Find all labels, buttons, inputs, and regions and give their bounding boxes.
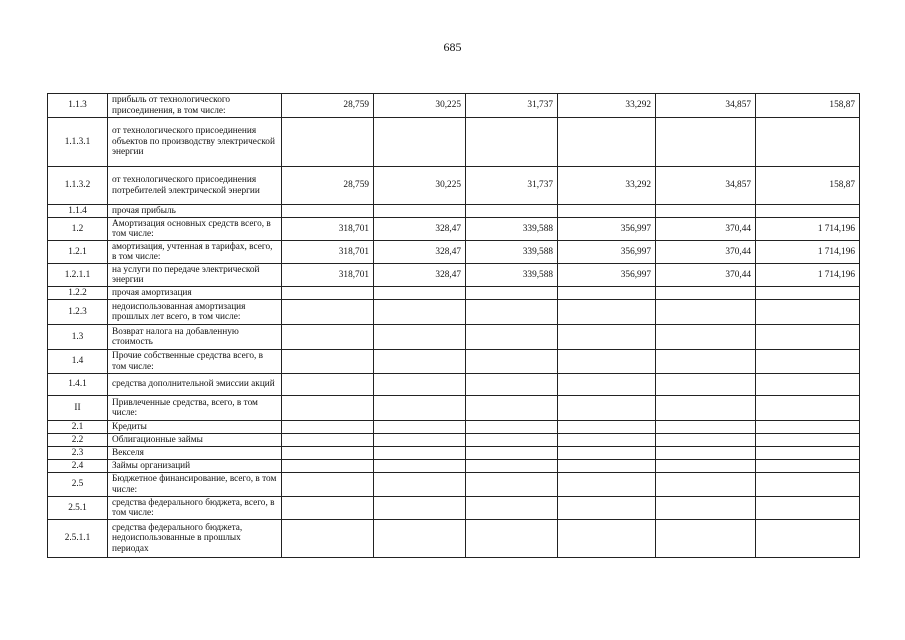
value-cell: [558, 325, 656, 350]
value-cell: [656, 434, 756, 447]
value-cell: 1 714,196: [756, 264, 860, 287]
value-cell: [282, 205, 374, 218]
value-cell: 370,44: [656, 241, 756, 264]
table-row: [48, 300, 860, 325]
row-code: 1.2: [48, 218, 108, 241]
table-row: [48, 118, 860, 167]
value-cell: [756, 447, 860, 460]
value-cell: 356,997: [558, 264, 656, 287]
value-cell: [282, 374, 374, 396]
value-cell: [374, 447, 466, 460]
value-cell: 34,857: [656, 94, 756, 118]
row-code: 1.4: [48, 350, 108, 374]
value-cell: 339,588: [466, 241, 558, 264]
value-cell: [374, 520, 466, 558]
value-cell: 328,47: [374, 241, 466, 264]
value-cell: [374, 300, 466, 325]
value-cell: [656, 325, 756, 350]
row-label: средства федерального бюджета, всего, в том числе:: [108, 497, 282, 520]
value-cell: [558, 434, 656, 447]
value-cell: [374, 118, 466, 167]
row-label: Возврат налога на добавленную стоимость: [108, 325, 282, 350]
value-cell: [374, 497, 466, 520]
value-cell: [656, 497, 756, 520]
value-cell: 1 714,196: [756, 218, 860, 241]
row-code: 2.1: [48, 421, 108, 434]
value-cell: [374, 325, 466, 350]
value-cell: 318,701: [282, 264, 374, 287]
value-cell: 328,47: [374, 218, 466, 241]
value-cell: [558, 497, 656, 520]
row-label: Облигационные займы: [108, 434, 282, 447]
table-row: [48, 396, 860, 421]
value-cell: [466, 421, 558, 434]
value-cell: [466, 300, 558, 325]
value-cell: [756, 497, 860, 520]
value-cell: [466, 460, 558, 473]
value-cell: [374, 350, 466, 374]
financing-table: [47, 93, 860, 558]
value-cell: [756, 374, 860, 396]
value-cell: [558, 421, 656, 434]
value-cell: [756, 118, 860, 167]
value-cell: [756, 434, 860, 447]
value-cell: [558, 374, 656, 396]
row-code: 2.2: [48, 434, 108, 447]
value-cell: [558, 473, 656, 497]
value-cell: [756, 205, 860, 218]
row-label: амортизация, учтенная в тарифах, всего, в том числе:: [108, 241, 282, 264]
row-code: 1.4.1: [48, 374, 108, 396]
value-cell: 318,701: [282, 241, 374, 264]
value-cell: [756, 300, 860, 325]
value-cell: [756, 473, 860, 497]
value-cell: 30,225: [374, 94, 466, 118]
value-cell: [466, 325, 558, 350]
value-cell: 370,44: [656, 264, 756, 287]
value-cell: [558, 396, 656, 421]
value-cell: 34,857: [656, 167, 756, 205]
value-cell: [558, 520, 656, 558]
value-cell: [656, 300, 756, 325]
table-row: [48, 473, 860, 497]
value-cell: [656, 205, 756, 218]
value-cell: [656, 421, 756, 434]
row-code: 2.5.1: [48, 497, 108, 520]
table-row: [48, 434, 860, 447]
value-cell: [656, 374, 756, 396]
value-cell: [466, 118, 558, 167]
value-cell: 339,588: [466, 218, 558, 241]
row-label: средства дополнительной эмиссии акций: [108, 374, 282, 396]
value-cell: [558, 350, 656, 374]
page-number: 685: [443, 40, 462, 54]
value-cell: 33,292: [558, 94, 656, 118]
value-cell: 1 714,196: [756, 241, 860, 264]
value-cell: [466, 447, 558, 460]
table-row: [48, 167, 860, 205]
value-cell: [656, 520, 756, 558]
value-cell: [374, 434, 466, 447]
value-cell: [282, 421, 374, 434]
value-cell: [558, 460, 656, 473]
value-cell: [374, 205, 466, 218]
row-label: Кредиты: [108, 421, 282, 434]
value-cell: [466, 396, 558, 421]
value-cell: [558, 287, 656, 300]
row-code: 1.2.3: [48, 300, 108, 325]
row-code: 1.1.3: [48, 94, 108, 118]
value-cell: [282, 325, 374, 350]
value-cell: [558, 447, 656, 460]
table-row: [48, 94, 860, 118]
value-cell: [282, 434, 374, 447]
value-cell: [374, 396, 466, 421]
row-code: 1.1.3.2: [48, 167, 108, 205]
table-row: [48, 421, 860, 434]
value-cell: [282, 396, 374, 421]
value-cell: [466, 520, 558, 558]
value-cell: [374, 473, 466, 497]
row-code: 1.1.4: [48, 205, 108, 218]
table-row: [48, 520, 860, 558]
table-body: [48, 94, 860, 558]
value-cell: 28,759: [282, 94, 374, 118]
row-code: 1.2.1.1: [48, 264, 108, 287]
table-row: [48, 325, 860, 350]
row-label: прочая прибыль: [108, 205, 282, 218]
row-label: Бюджетное финансирование, всего, в том числе:: [108, 473, 282, 497]
value-cell: [466, 205, 558, 218]
table-row: [48, 205, 860, 218]
value-cell: [282, 350, 374, 374]
value-cell: [756, 396, 860, 421]
row-label: прибыль от технологического присоединения, в том числе:: [108, 94, 282, 118]
value-cell: 339,588: [466, 264, 558, 287]
table-row: [48, 287, 860, 300]
row-label: от технологического присоединения объектов по производству электрической энергии: [108, 118, 282, 167]
value-cell: [374, 287, 466, 300]
value-cell: [656, 473, 756, 497]
value-cell: [466, 434, 558, 447]
value-cell: 356,997: [558, 218, 656, 241]
value-cell: [466, 350, 558, 374]
row-label: Займы организаций: [108, 460, 282, 473]
value-cell: 328,47: [374, 264, 466, 287]
row-label: Амортизация основных средств всего, в том числе:: [108, 218, 282, 241]
row-label: средства федерального бюджета, недоиспользованные в прошлых периодах: [108, 520, 282, 558]
value-cell: 31,737: [466, 94, 558, 118]
table-row: [48, 241, 860, 264]
table-row: [48, 447, 860, 460]
value-cell: [466, 497, 558, 520]
value-cell: [656, 118, 756, 167]
row-code: 2.3: [48, 447, 108, 460]
row-code: 2.5.1.1: [48, 520, 108, 558]
row-label: Векселя: [108, 447, 282, 460]
value-cell: [374, 421, 466, 434]
row-label: прочая амортизация: [108, 287, 282, 300]
table-row: [48, 460, 860, 473]
value-cell: [558, 118, 656, 167]
value-cell: [558, 300, 656, 325]
value-cell: 31,737: [466, 167, 558, 205]
value-cell: [282, 460, 374, 473]
row-code: 2.4: [48, 460, 108, 473]
row-code: II: [48, 396, 108, 421]
value-cell: 30,225: [374, 167, 466, 205]
value-cell: 33,292: [558, 167, 656, 205]
value-cell: [656, 396, 756, 421]
row-label: от технологического присоединения потребителей электрической энергии: [108, 167, 282, 205]
value-cell: 318,701: [282, 218, 374, 241]
value-cell: [756, 421, 860, 434]
row-code: 1.2.1: [48, 241, 108, 264]
value-cell: 158,87: [756, 167, 860, 205]
value-cell: [374, 460, 466, 473]
value-cell: [756, 520, 860, 558]
value-cell: [282, 447, 374, 460]
value-cell: [282, 118, 374, 167]
row-code: 1.3: [48, 325, 108, 350]
value-cell: 158,87: [756, 94, 860, 118]
value-cell: [656, 447, 756, 460]
value-cell: [756, 350, 860, 374]
row-label: Прочие собственные средства всего, в том числе:: [108, 350, 282, 374]
table-row: [48, 350, 860, 374]
value-cell: [374, 374, 466, 396]
row-label: недоиспользованная амортизация прошлых лет всего, в том числе:: [108, 300, 282, 325]
value-cell: [558, 205, 656, 218]
value-cell: [466, 473, 558, 497]
value-cell: [656, 350, 756, 374]
value-cell: [756, 460, 860, 473]
value-cell: [282, 300, 374, 325]
value-cell: [656, 287, 756, 300]
value-cell: [282, 287, 374, 300]
value-cell: [756, 325, 860, 350]
table-row: [48, 218, 860, 241]
value-cell: [466, 287, 558, 300]
row-code: 1.1.3.1: [48, 118, 108, 167]
value-cell: [282, 473, 374, 497]
value-cell: 370,44: [656, 218, 756, 241]
table-row: [48, 264, 860, 287]
value-cell: 28,759: [282, 167, 374, 205]
row-label: Привлеченные средства, всего, в том числе:: [108, 396, 282, 421]
table-row: [48, 374, 860, 396]
value-cell: [466, 374, 558, 396]
row-code: 1.2.2: [48, 287, 108, 300]
value-cell: [282, 520, 374, 558]
value-cell: [656, 460, 756, 473]
value-cell: [756, 287, 860, 300]
row-label: на услуги по передаче электрической энергии: [108, 264, 282, 287]
value-cell: 356,997: [558, 241, 656, 264]
table-row: [48, 497, 860, 520]
row-code: 2.5: [48, 473, 108, 497]
value-cell: [282, 497, 374, 520]
